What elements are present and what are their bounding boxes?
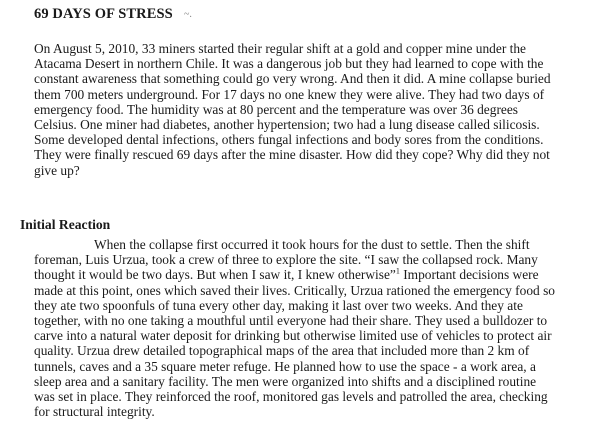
paragraph-line: they ate two spoonfuls of tuna every other day, making it last over two weeks. And they ate (34, 297, 523, 313)
paragraph-line: Atacama Desert in northern Chile. It was a dangerous job but they had learned to cope with the (34, 56, 544, 72)
footnote-ref: 1 (395, 266, 400, 276)
paragraph-line: give up? (34, 162, 80, 178)
paragraph-line: quality. Urzua drew detailed topographical maps of the area that included more than 2 km of (34, 343, 530, 359)
paragraph-line: together, with no one taking a mouthful until everyone had their share. They used a bulldozer to (34, 313, 548, 329)
paragraph-line: foreman, Luis Urzua, took a crew of three to explore the site. “I saw the collapsed rock. Many (34, 252, 538, 268)
paragraph-line: tunnels, caves and a 35 square meter refuge. He planned how to use the space - a work area, a (34, 358, 536, 374)
paragraph-line: Celsius. One miner had diabetes, another hypertension; two had a lung disease called silicosis. (34, 117, 540, 133)
paragraph-line: constant awareness that something could go very wrong. And then it did. A mine collapse buried (34, 71, 551, 87)
paragraph-line: was set in place. They reinforced the roof, monitored gas levels and patrolled the area, checking (34, 389, 548, 405)
paragraph-line: emergency food. The humidity was at 80 percent and the temperature was over 36 degrees (34, 101, 518, 117)
paragraph-line: sleep area and a sanitary facility. The men were organized into shifts and a disciplined routine (34, 373, 537, 389)
paragraph-line: On August 5, 2010, 33 miners started their regular shift at a gold and copper mine under the (34, 41, 526, 56)
paragraph-line: Some developed dental infections, others fungal infections and body sores from the conditions. (34, 132, 544, 148)
quote-tail: Important decisions were (399, 267, 539, 283)
section-heading: Initial Reaction (20, 217, 111, 232)
paragraph-line: They were finally rescued 69 days after the mine disaster. How did they cope? Why did they not (34, 147, 550, 163)
quote-text: thought it would be two days. But when I saw it, I knew otherwise” (34, 267, 396, 283)
paragraph-line: for structural integrity. (34, 404, 155, 420)
paragraph-line: made at this point, ones which saved their lives. Critically, Urzua rationed the emergency food so (34, 282, 555, 298)
intro-paragraph (34, 41, 551, 178)
document-title: 69 DAYS OF STRESS (34, 6, 173, 22)
reaction-paragraph (34, 237, 555, 419)
paragraph-line: carve into a natural water deposit for drinking but otherwise limited use of vehicles to protect air (34, 328, 552, 344)
paragraph-line: them 700 meters underground. For 17 days no one knew they were alive. They had two days of (34, 86, 545, 102)
stray-mark: ~. (184, 9, 192, 20)
paragraph-line-with-footnote (34, 267, 555, 282)
paragraph-line: When the collapse first occurred it took hours for the dust to settle. Then the shift (94, 237, 530, 252)
